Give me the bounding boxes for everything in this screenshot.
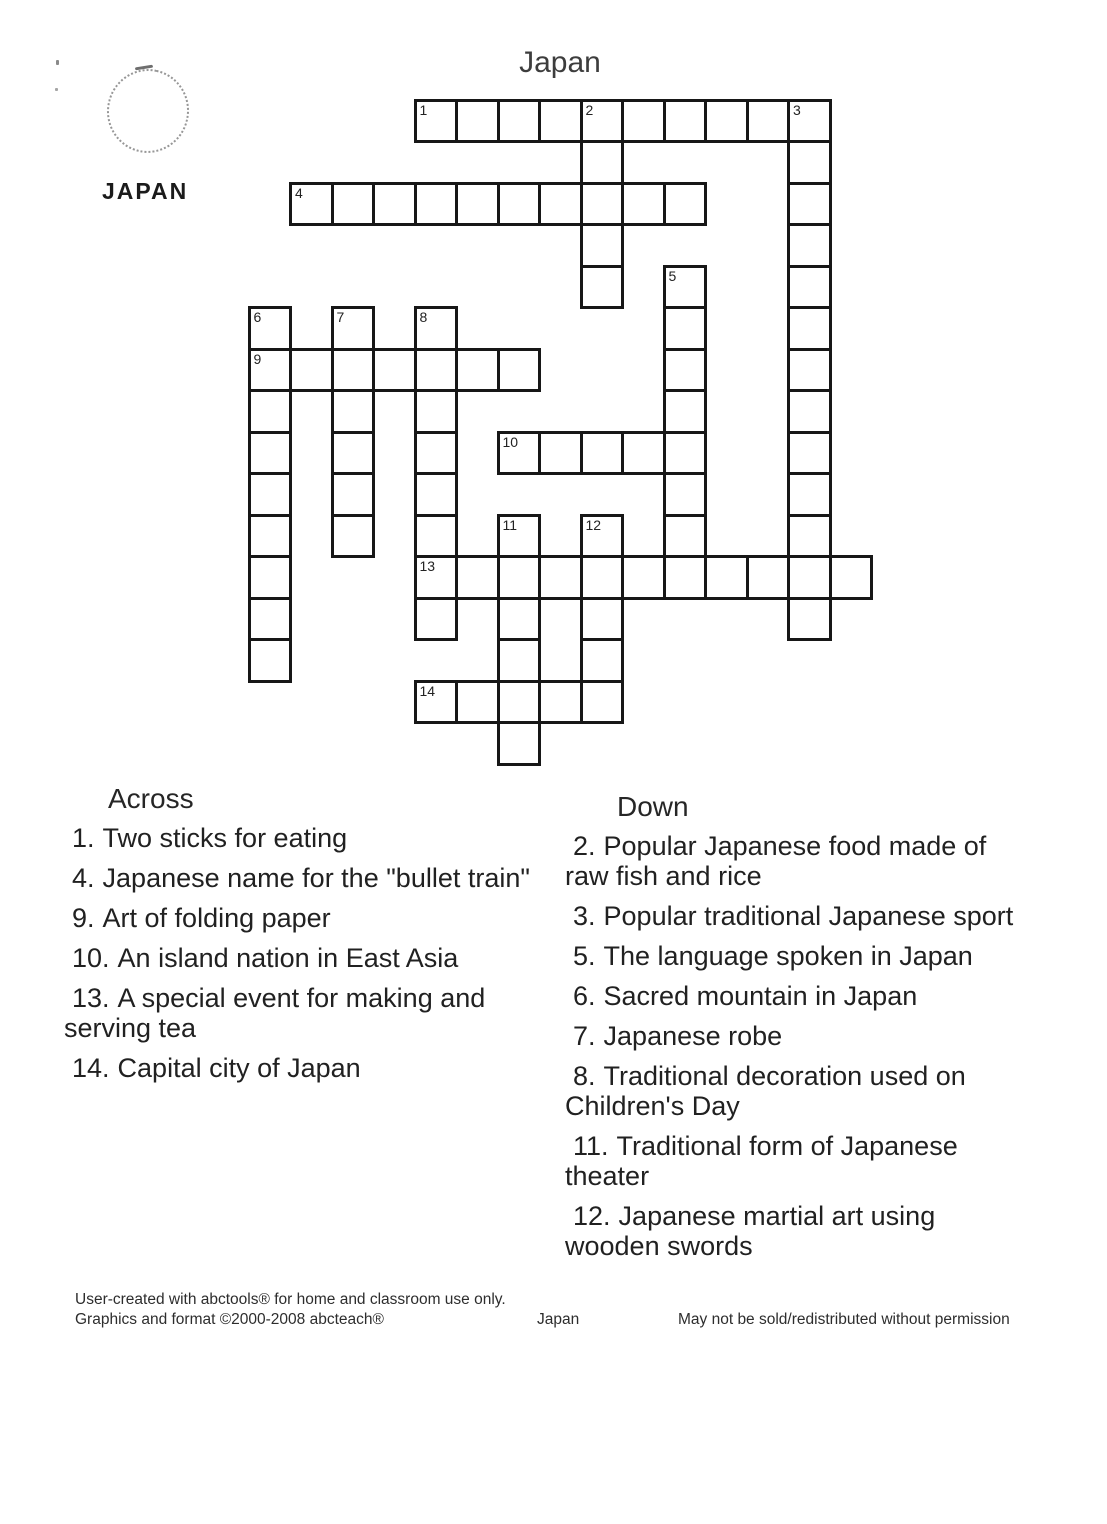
grid-cell[interactable] [621,182,666,227]
clue-text: Popular traditional Japanese sport [603,901,1014,931]
grid-cell[interactable] [787,99,832,144]
grid-cell[interactable] [414,597,459,642]
grid-cell[interactable] [538,99,583,144]
clue-number-label: 11 [502,516,518,533]
clue-number: 10. [72,943,110,973]
clue-number: 1. [72,823,95,853]
clue-down-7 [565,1021,1037,1051]
grid-cell[interactable] [663,99,708,144]
grid-cell[interactable] [248,597,293,642]
grid-cell[interactable] [580,99,625,144]
clue-text: An island nation in East Asia [117,943,459,973]
grid-cell[interactable] [372,348,417,393]
grid-cell[interactable] [497,555,542,600]
clue-text: Two sticks for eating [102,823,348,853]
grid-cell[interactable] [663,348,708,393]
grid-cell[interactable] [497,597,542,642]
grid-cell[interactable] [455,555,500,600]
grid-cell[interactable] [580,265,625,310]
grid-cell[interactable] [580,431,625,476]
grid-cell[interactable] [663,265,708,310]
clue-number: 14. [72,1053,110,1083]
clue-down-12 [565,1201,1037,1261]
grid-cell[interactable] [580,514,625,559]
clue-number: 13. [72,983,110,1013]
grid-cell[interactable] [455,348,500,393]
grid-cell[interactable] [414,348,459,393]
grid-cell[interactable] [538,182,583,227]
grid-cell[interactable] [289,348,334,393]
grid-cell[interactable] [248,431,293,476]
clue-across-4 [64,863,544,893]
grid-cell[interactable] [248,514,293,559]
grid-cell[interactable] [455,182,500,227]
grid-cell[interactable] [248,472,293,517]
footer-usage-note: User-created with abctools® for home and classroom use only. [75,1291,506,1308]
clue-number-label: 2 [585,101,594,118]
grid-cell[interactable] [538,680,583,725]
grid-cell[interactable] [414,431,459,476]
grid-cell[interactable] [414,514,459,559]
clue-number-label: 5 [668,267,677,284]
grid-cell[interactable] [787,514,832,559]
grid-cell[interactable] [580,140,625,185]
clue-number-label: 4 [295,184,303,201]
grid-cell[interactable] [248,348,293,393]
grid-cell[interactable] [248,389,293,434]
grid-cell[interactable] [414,306,459,351]
grid-cell[interactable] [787,348,832,393]
clue-number-label: 13 [419,558,436,574]
grid-cell[interactable] [787,555,832,600]
grid-cell[interactable] [414,389,459,434]
footer-doc-name: Japan [537,1311,580,1328]
clue-number: 5. [573,941,596,971]
grid-cell[interactable] [621,99,666,144]
grid-cell[interactable] [746,99,791,144]
footer-permission-note: May not be sold/redistributed without permission [678,1311,1010,1328]
grid-cell[interactable] [663,555,708,600]
grid-cell[interactable] [248,306,293,351]
grid-cell[interactable] [621,555,666,600]
grid-cell[interactable] [248,555,293,600]
across-heading: Across [108,783,194,814]
grid-cell[interactable] [289,182,334,227]
grid-cell[interactable] [414,182,459,227]
clue-text: Japanese name for the "bullet train" [102,863,530,893]
across-clues-section [64,783,544,1093]
clue-number: 2. [573,831,596,861]
grid-cell[interactable] [580,182,625,227]
grid-cell[interactable] [455,680,500,725]
grid-cell[interactable] [663,431,708,476]
clue-number: 11. [573,1131,609,1161]
grid-cell[interactable] [331,514,376,559]
grid-cell[interactable] [414,555,459,600]
clue-text: Art of folding paper [102,903,331,933]
clue-text: Sacred mountain in Japan [603,981,918,1011]
clue-across-10 [64,943,544,973]
clue-number-label: 6 [253,309,262,325]
grid-cell[interactable] [538,431,583,476]
grid-cell[interactable] [248,638,293,683]
grid-cell[interactable] [829,555,874,600]
grid-cell[interactable] [497,514,542,559]
footer-copyright: Graphics and format ©2000-2008 abcteach® [75,1311,384,1328]
grid-cell[interactable] [663,472,708,517]
clue-text: A special event for making and serving tea [64,983,486,1043]
grid-cell[interactable] [787,597,832,642]
grid-cell[interactable] [497,680,542,725]
page-title: Japan [519,46,601,79]
clue-number: 12. [573,1201,611,1231]
clue-text: The language spoken in Japan [603,941,973,971]
grid-cell[interactable] [787,431,832,476]
clue-number: 4. [72,863,95,893]
grid-cell[interactable] [414,99,459,144]
clue-number: 3. [573,901,596,931]
clue-text: Japanese robe [603,1021,783,1051]
clue-number-label: 9 [253,350,262,367]
clue-text: Traditional decoration used on Children's Day [565,1061,966,1121]
clue-down-8 [565,1061,1037,1121]
down-heading: Down [617,791,689,822]
grid-cell[interactable] [580,597,625,642]
grid-cell[interactable] [580,223,625,268]
grid-cell[interactable] [331,472,376,517]
footer [75,1290,1075,1330]
grid-cell[interactable] [372,182,417,227]
grid-cell[interactable] [497,638,542,683]
clue-text: Traditional form of Japanese theater [565,1131,958,1191]
grid-cell[interactable] [497,721,542,766]
grid-cell[interactable] [787,306,832,351]
grid-cell[interactable] [497,99,542,144]
clue-across-13 [64,983,544,1043]
grid-cell[interactable] [497,182,542,227]
grid-cell[interactable] [497,348,542,393]
grid-cell[interactable] [663,389,708,434]
grid-cell[interactable] [704,99,749,144]
grid-cell[interactable] [331,306,376,351]
grid-cell[interactable] [663,306,708,351]
clue-number-label: 8 [419,309,428,325]
grid-cell[interactable] [787,140,832,185]
grid-cell[interactable] [580,638,625,683]
grid-cell[interactable] [787,182,832,227]
clue-text: Popular Japanese food made of raw fish and rice [565,831,987,891]
clue-down-5 [565,941,1037,971]
grid-cell[interactable] [331,182,376,227]
grid-cell[interactable] [414,680,459,725]
grid-cell[interactable] [580,680,625,725]
grid-cell[interactable] [414,472,459,517]
clue-number: 8. [573,1061,596,1091]
clue-across-9 [64,903,544,933]
clue-number: 6. [573,981,596,1011]
clue-number-label: 14 [419,682,436,699]
grid-cell[interactable] [746,555,791,600]
clue-number-label: 7 [336,309,345,325]
clue-number: 7. [573,1021,596,1051]
grid-cell[interactable] [331,348,376,393]
clue-number-label: 3 [793,101,801,118]
clue-text: Capital city of Japan [117,1053,361,1083]
clue-down-3 [565,901,1037,931]
grid-cell[interactable] [663,514,708,559]
grid-cell[interactable] [787,265,832,310]
grid-cell[interactable] [621,431,666,476]
grid-cell[interactable] [331,389,376,434]
grid-cell[interactable] [580,555,625,600]
down-clues-section [565,783,1037,1271]
clue-across-1 [64,823,544,853]
grid-cell[interactable] [704,555,749,600]
clue-down-6 [565,981,1037,1011]
clue-text: Japanese martial art using wooden swords [565,1201,936,1261]
clue-down-2 [565,831,1037,891]
scan-speck [56,60,59,65]
scan-speck [55,88,58,91]
clue-number: 9. [72,903,95,933]
grid-cell[interactable] [787,389,832,434]
grid-cell[interactable] [538,555,583,600]
clue-across-14 [64,1053,544,1083]
grid-cell[interactable] [331,431,376,476]
grid-cell[interactable] [787,472,832,517]
japan-logo-text: JAPAN [102,178,189,204]
clue-down-11 [565,1131,1037,1191]
grid-cell[interactable] [663,182,708,227]
grid-cell[interactable] [497,431,542,476]
footer-line2 [75,1310,1075,1330]
grid-cell[interactable] [787,223,832,268]
clue-number-label: 1 [419,101,428,118]
clue-number-label: 10 [502,433,519,450]
clue-number-label: 12 [585,516,602,533]
grid-cell[interactable] [455,99,500,144]
